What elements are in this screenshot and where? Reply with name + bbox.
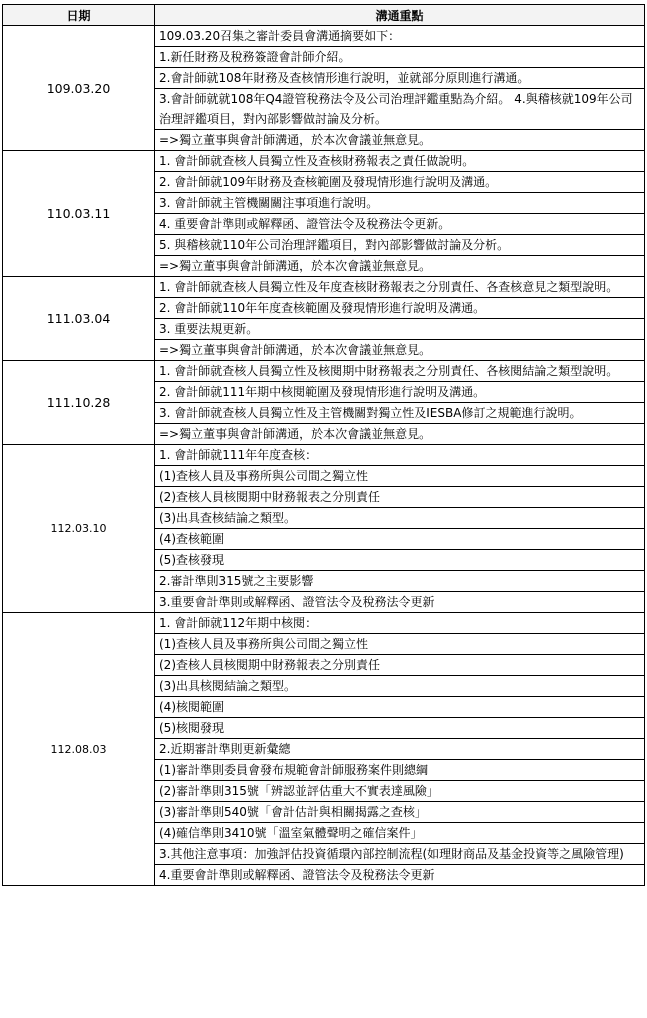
- communication-item: (2)查核人員核閱期中財務報表之分別責任: [155, 487, 645, 508]
- communication-item: 2. 會計師就110年年度查核範圍及發現情形進行說明及溝通。: [155, 298, 645, 319]
- communication-item: 3.其他注意事項：加強評估投資循環內部控制流程(如理財商品及基金投資等之風險管理): [155, 844, 645, 865]
- communication-item: 1. 會計師就112年期中核閱：: [155, 613, 645, 634]
- communication-item: (4)確信準則3410號「溫室氣體聲明之確信案件」: [155, 823, 645, 844]
- communication-item: (3)出具查核結論之類型。: [155, 508, 645, 529]
- communication-item: 4. 重要會計準則或解釋函、證管法令及稅務法令更新。: [155, 214, 645, 235]
- communication-item: =>獨立董事與會計師溝通，於本次會議並無意見。: [155, 130, 645, 151]
- table-row: [3, 445, 645, 466]
- communication-item: (3)出具核閱結論之類型。: [155, 676, 645, 697]
- communication-item: (5)核閱發現: [155, 718, 645, 739]
- communication-item: 1. 會計師就查核人員獨立性及核閱期中財務報表之分別責任、各核閱結論之類型說明。: [155, 361, 645, 382]
- communication-item: 4.重要會計準則或解釋函、證管法令及稅務法令更新: [155, 865, 645, 886]
- communication-item: =>獨立董事與會計師溝通，於本次會議並無意見。: [155, 424, 645, 445]
- communication-item: (4)查核範圍: [155, 529, 645, 550]
- table-body: [3, 26, 645, 886]
- meeting-date: 111.10.28: [3, 361, 155, 445]
- communication-item: (4)核閱範圍: [155, 697, 645, 718]
- header-topic: 溝通重點: [155, 5, 645, 26]
- communication-item: (1)查核人員及事務所與公司間之獨立性: [155, 634, 645, 655]
- header-date: 日期: [3, 5, 155, 26]
- communication-item: (2)查核人員核閱期中財務報表之分別責任: [155, 655, 645, 676]
- meeting-date: 111.03.04: [3, 277, 155, 361]
- communication-item: 3.會計師就就108年Q4證管稅務法令及公司治理評鑑重點為介紹。 4.與稽核就109年公司治理評鑑項目，對內部影響做討論及分析。: [155, 89, 645, 130]
- table-row: [3, 613, 645, 634]
- communication-item: =>獨立董事與會計師溝通，於本次會議並無意見。: [155, 256, 645, 277]
- communication-item: 1. 會計師就查核人員獨立性及年度查核財務報表之分別責任、各查核意見之類型說明。: [155, 277, 645, 298]
- communication-item: 3.重要會計準則或解釋函、證管法令及稅務法令更新: [155, 592, 645, 613]
- communication-item: 5. 與稽核就110年公司治理評鑑項目，對內部影響做討論及分析。: [155, 235, 645, 256]
- meeting-date: 109.03.20: [3, 26, 155, 151]
- table-row: [3, 277, 645, 298]
- communication-item: (1)審計準則委員會發布規範會計師服務案件則總綱: [155, 760, 645, 781]
- meeting-date: 110.03.11: [3, 151, 155, 277]
- communication-item: 1. 會計師就查核人員獨立性及查核財務報表之責任做說明。: [155, 151, 645, 172]
- communication-item: (2)審計準則315號「辨認並評估重大不實表達風險」: [155, 781, 645, 802]
- communication-item: 1. 會計師就111年年度查核：: [155, 445, 645, 466]
- communication-item: 2.審計準則315號之主要影響: [155, 571, 645, 592]
- communication-item: 3. 會計師就主管機關關注事項進行說明。: [155, 193, 645, 214]
- communication-item: 2. 會計師就109年財務及查核範圍及發現情形進行說明及溝通。: [155, 172, 645, 193]
- table-row: [3, 151, 645, 172]
- meeting-date: 112.08.03: [3, 613, 155, 886]
- communication-item: (3)審計準則540號「會計估計與相關揭露之查核」: [155, 802, 645, 823]
- communication-item: =>獨立董事與會計師溝通，於本次會議並無意見。: [155, 340, 645, 361]
- table-row: [3, 361, 645, 382]
- communication-item: 3. 重要法規更新。: [155, 319, 645, 340]
- communication-item: (5)查核發現: [155, 550, 645, 571]
- communication-item: (1)查核人員及事務所與公司間之獨立性: [155, 466, 645, 487]
- communication-item: 1.新任財務及稅務簽證會計師介紹。: [155, 47, 645, 68]
- communication-item: 3. 會計師就查核人員獨立性及主管機關對獨立性及IESBA修訂之規範進行說明。: [155, 403, 645, 424]
- communication-item: 109.03.20召集之審計委員會溝通摘要如下：: [155, 26, 645, 47]
- communication-item: 2.近期審計準則更新彙總: [155, 739, 645, 760]
- communication-item: 2.會計師就108年財務及查核情形進行說明，並就部分原則進行溝通。: [155, 68, 645, 89]
- communication-item: 2. 會計師就111年期中核閱範圍及發現情形進行說明及溝通。: [155, 382, 645, 403]
- header-row: [3, 5, 645, 26]
- communication-table: [2, 4, 645, 886]
- meeting-date: 112.03.10: [3, 445, 155, 613]
- table-row: [3, 26, 645, 47]
